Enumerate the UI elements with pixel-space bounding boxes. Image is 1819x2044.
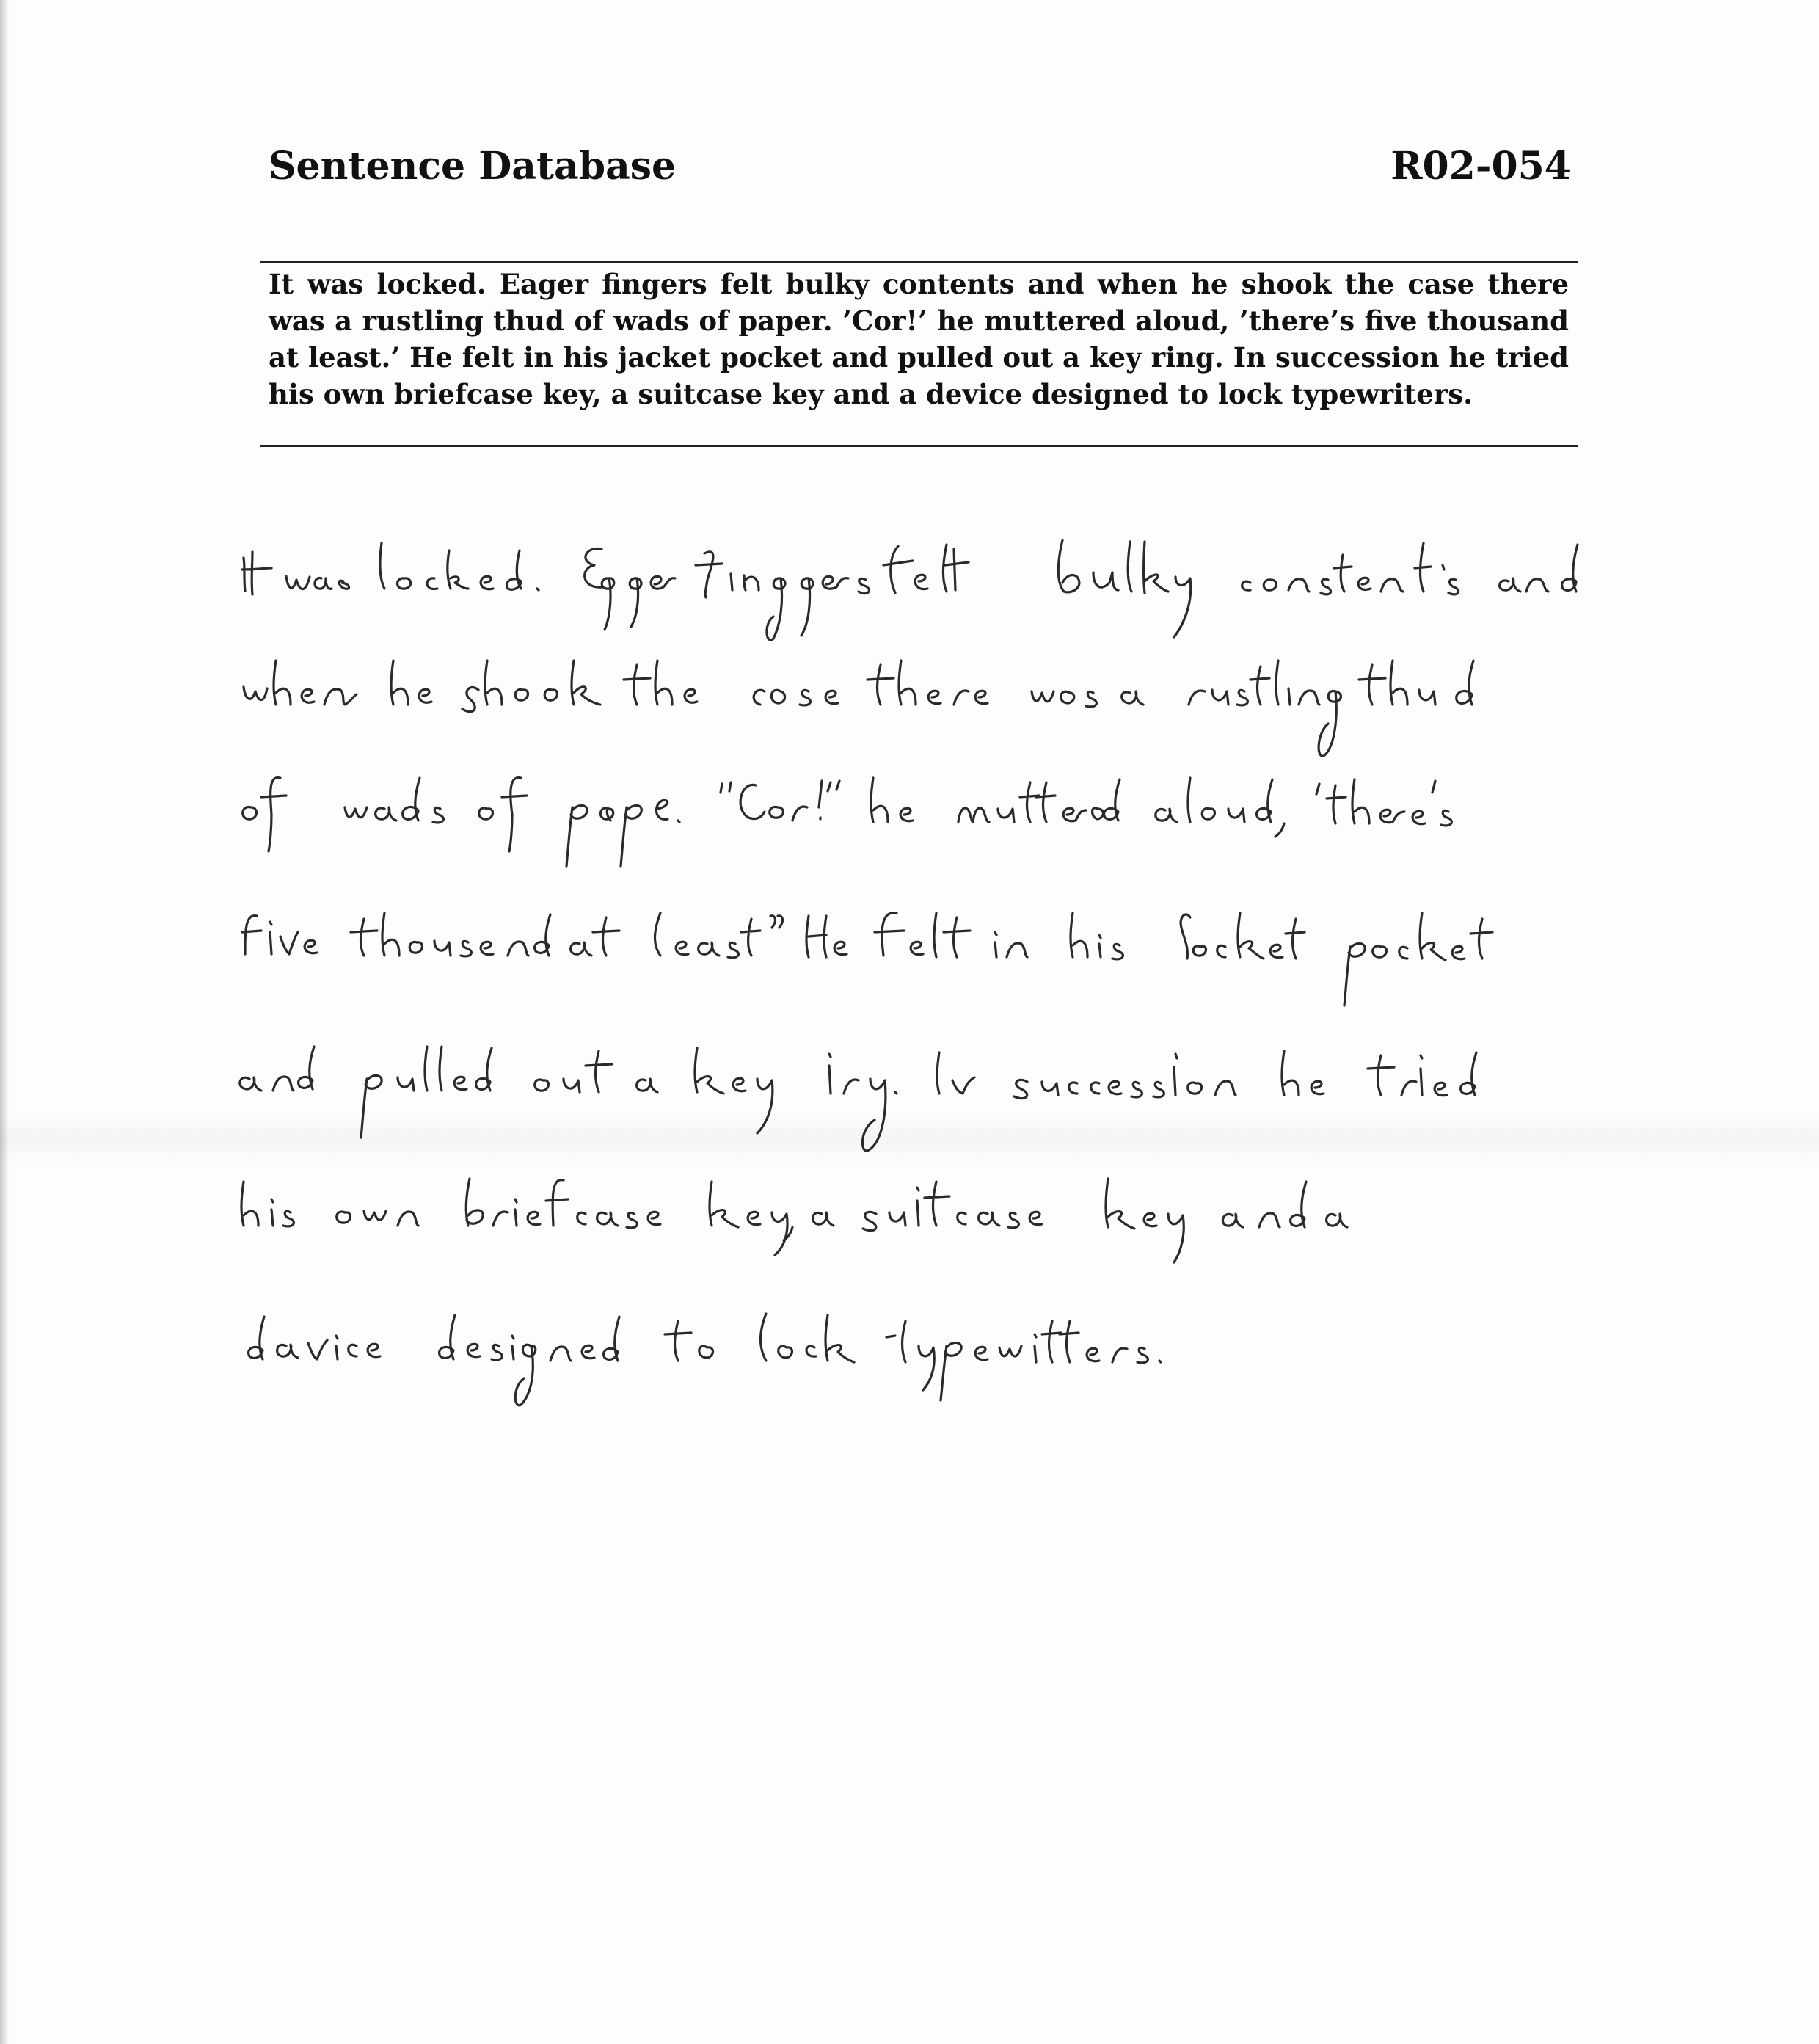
handwriting-stroke: [566, 800, 679, 866]
handwriting-stroke: [361, 1047, 492, 1138]
handwriting-stroke: [1282, 1051, 1324, 1095]
handwriting-stroke: [883, 545, 969, 593]
handwriting-line-5: [240, 1047, 1476, 1151]
handwriting-stroke: [665, 1321, 713, 1361]
handwriting-stroke: [813, 1212, 834, 1226]
form-id: R02-054: [1390, 144, 1571, 189]
bottom-divider: [260, 445, 1578, 447]
handwriting-stroke: [1106, 1179, 1184, 1262]
handwriting-stroke: [571, 917, 619, 956]
handwriting-stroke: [1181, 913, 1305, 959]
handwriting-stroke: [886, 1321, 1161, 1400]
handwriting-stroke: [637, 1079, 657, 1092]
handwriting-stroke: [466, 1179, 660, 1228]
handwriting-stroke: [754, 690, 838, 705]
handwriting-stroke: [479, 778, 527, 851]
handwriting-stroke: [806, 916, 847, 957]
printed-prompt-text: It was locked. Eager fingers felt bulky contents and when he shook the case there was a rustling thud of wads of paper. ’Cor!’ he muttered aloud, ’there’s five thousand at least.’ He felt in his jacket pocket and pulled out a key ring. In succession he tried his own briefcase key, a suitcase key and a device designed to lock typewriters.: [269, 268, 1569, 410]
handwriting-stroke: [1344, 913, 1492, 1005]
handwriting-line-1: [242, 540, 1578, 640]
handwriting-stroke: [867, 661, 988, 705]
handwriting-stroke: [249, 1317, 380, 1359]
handwriting-stroke: [624, 661, 697, 705]
handwriting-stroke: [710, 1182, 792, 1255]
handwriting-stroke: [462, 661, 600, 712]
handwriting-stroke: [242, 916, 317, 954]
top-divider: [260, 261, 1578, 263]
handwriting-stroke: [391, 661, 431, 705]
handwriting-line-2: [244, 661, 1473, 756]
handwriting-stroke: [1189, 661, 1341, 756]
handwriting-stroke: [1359, 661, 1473, 705]
handwriting-stroke: [875, 913, 970, 957]
page-edge-shadow: [0, 0, 9, 2044]
handwriting-stroke: [1014, 1054, 1236, 1099]
handwriting-stroke: [937, 1052, 974, 1094]
handwriting-stroke: [695, 1048, 773, 1133]
handwritten-transcription: [235, 536, 1629, 1490]
handwriting-stroke: [1032, 691, 1143, 707]
handwriting-stroke: [380, 543, 539, 590]
handwriting-stroke: [286, 576, 349, 589]
handwriting-stroke: [1316, 779, 1451, 826]
handwriting-stroke: [761, 1314, 855, 1362]
handwriting-stroke: [655, 913, 783, 958]
handwriting-stroke: [871, 778, 913, 822]
handwriting-stroke: [345, 778, 443, 823]
handwriting-stroke: [721, 781, 839, 821]
handwriting-line-6: [241, 1179, 1347, 1262]
handwriting-line-7: [249, 1314, 1161, 1405]
handwriting-line-3: [243, 778, 1452, 866]
handwriting-line-4: [242, 913, 1492, 1005]
handwriting-stroke: [241, 1182, 294, 1226]
handwriting-stroke: [1500, 545, 1578, 592]
handwriting-stroke: [1071, 913, 1123, 959]
handwriting-stroke: [1368, 1052, 1476, 1096]
form-title: Sentence Database: [269, 144, 677, 189]
handwriting-stroke: [244, 661, 357, 705]
handwriting-stroke: [337, 1211, 418, 1226]
handwriting-stroke: [1156, 778, 1284, 837]
handwriting-stroke: [863, 1182, 1042, 1231]
handwriting-stroke: [440, 1315, 619, 1405]
handwriting-stroke: [1058, 540, 1191, 637]
handwriting-stroke: [1222, 1182, 1347, 1227]
handwriting-stroke: [696, 552, 869, 640]
handwriting-stroke: [535, 1051, 612, 1092]
handwriting-stroke: [351, 913, 550, 956]
handwriting-stroke: [829, 1054, 897, 1151]
handwriting-stroke: [958, 779, 1120, 822]
handwriting-stroke: [1242, 543, 1459, 594]
handwriting-stroke: [243, 778, 286, 851]
handwriting-stroke: [242, 552, 271, 594]
handwriting-stroke: [585, 549, 675, 630]
handwriting-stroke: [240, 1047, 314, 1091]
handwriting-stroke: [995, 932, 1027, 957]
